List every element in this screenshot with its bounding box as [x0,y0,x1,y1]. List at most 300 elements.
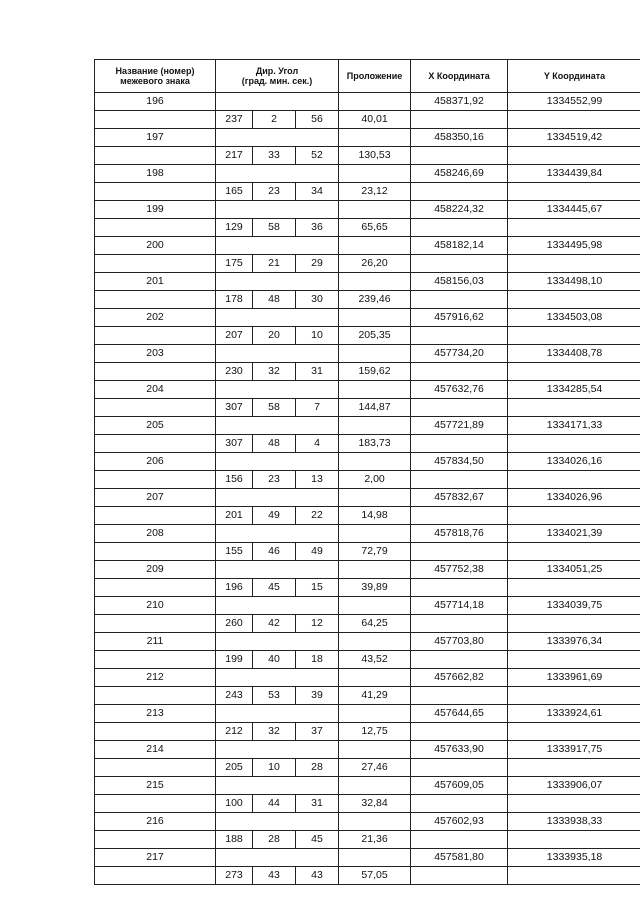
table-row-segment [95,651,640,669]
point-name-cell: 211 [95,633,216,651]
x-coordinate-cell [411,219,508,237]
x-coordinate-cell [411,579,508,597]
y-coordinate-cell: 1334051,25 [508,561,640,579]
angle-seconds-cell [296,417,339,435]
angle-minutes-cell [253,93,296,111]
table-row-segment [95,831,640,849]
point-name-cell [95,795,216,813]
angle-minutes-cell [253,849,296,867]
distance-cell: 144,87 [339,399,411,417]
angle-minutes-cell [253,129,296,147]
table-row-point [95,561,640,579]
angle-seconds-cell: 18 [296,651,339,669]
angle-seconds-cell [296,309,339,327]
angle-degrees-cell: 196 [216,579,253,597]
table-row-point [95,345,640,363]
x-coordinate-cell [411,831,508,849]
y-coordinate-cell [508,183,640,201]
distance-cell [339,633,411,651]
header-directional-angle: Дир. Угол (град. мин. сек.) [216,60,339,93]
header-x-coordinate: X Координата [411,60,508,93]
x-coordinate-cell [411,687,508,705]
angle-degrees-cell: 199 [216,651,253,669]
angle-degrees-cell [216,597,253,615]
angle-seconds-cell: 15 [296,579,339,597]
x-coordinate-cell [411,111,508,129]
angle-minutes-cell: 23 [253,471,296,489]
table-row-segment [95,219,640,237]
point-name-cell [95,219,216,237]
angle-seconds-cell: 28 [296,759,339,777]
point-name-cell: 214 [95,741,216,759]
y-coordinate-cell: 1334285,54 [508,381,640,399]
angle-minutes-cell [253,777,296,795]
angle-minutes-cell: 40 [253,651,296,669]
x-coordinate-cell: 458371,92 [411,93,508,111]
table-row-point [95,741,640,759]
table-row-point [95,417,640,435]
angle-seconds-cell: 12 [296,615,339,633]
distance-cell [339,381,411,399]
table-row-segment [95,687,640,705]
angle-seconds-cell [296,237,339,255]
point-name-cell: 213 [95,705,216,723]
angle-degrees-cell [216,453,253,471]
y-coordinate-cell: 1333924,61 [508,705,640,723]
angle-minutes-cell: 49 [253,507,296,525]
point-name-cell: 205 [95,417,216,435]
table-row-point [95,309,640,327]
point-name-cell [95,435,216,453]
angle-minutes-cell: 53 [253,687,296,705]
y-coordinate-cell [508,147,640,165]
y-coordinate-cell: 1333935,18 [508,849,640,867]
boundary-coordinates-table [94,59,640,885]
distance-cell [339,453,411,471]
angle-degrees-cell: 188 [216,831,253,849]
y-coordinate-cell: 1333976,34 [508,633,640,651]
distance-cell: 41,29 [339,687,411,705]
point-name-cell [95,147,216,165]
angle-seconds-cell: 30 [296,291,339,309]
angle-seconds-cell [296,165,339,183]
distance-cell [339,705,411,723]
angle-degrees-cell: 273 [216,867,253,885]
angle-seconds-cell [296,93,339,111]
point-name-cell: 215 [95,777,216,795]
y-coordinate-cell [508,723,640,741]
table-header-row [95,60,640,93]
angle-minutes-cell: 45 [253,579,296,597]
point-name-cell: 208 [95,525,216,543]
angle-minutes-cell [253,489,296,507]
angle-minutes-cell [253,273,296,291]
x-coordinate-cell: 457633,90 [411,741,508,759]
x-coordinate-cell: 457818,76 [411,525,508,543]
x-coordinate-cell [411,399,508,417]
y-coordinate-cell: 1334439,84 [508,165,640,183]
angle-seconds-cell: 7 [296,399,339,417]
angle-degrees-cell [216,417,253,435]
point-name-cell: 217 [95,849,216,867]
angle-degrees-cell: 129 [216,219,253,237]
y-coordinate-cell [508,399,640,417]
distance-cell: 26,20 [339,255,411,273]
angle-minutes-cell [253,201,296,219]
y-coordinate-cell [508,759,640,777]
table-row-point [95,669,640,687]
header-y-coordinate: Y Координата [508,60,640,93]
point-name-cell [95,687,216,705]
angle-minutes-cell [253,381,296,399]
table-row-segment [95,363,640,381]
x-coordinate-cell: 457609,05 [411,777,508,795]
point-name-cell [95,723,216,741]
table-row-point [95,453,640,471]
distance-cell: 21,36 [339,831,411,849]
x-coordinate-cell: 457602,93 [411,813,508,831]
table-row-segment [95,543,640,561]
table-row-point [95,525,640,543]
y-coordinate-cell: 1334039,75 [508,597,640,615]
angle-minutes-cell: 32 [253,723,296,741]
angle-degrees-cell [216,273,253,291]
angle-minutes-cell: 42 [253,615,296,633]
point-name-cell: 199 [95,201,216,219]
distance-cell [339,345,411,363]
angle-seconds-cell: 31 [296,795,339,813]
point-name-cell [95,543,216,561]
angle-minutes-cell: 33 [253,147,296,165]
table-row-segment [95,579,640,597]
y-coordinate-cell [508,507,640,525]
y-coordinate-cell [508,471,640,489]
x-coordinate-cell: 457644,65 [411,705,508,723]
angle-seconds-cell: 10 [296,327,339,345]
y-coordinate-cell [508,687,640,705]
table-row-point [95,165,640,183]
x-coordinate-cell: 457916,62 [411,309,508,327]
angle-seconds-cell [296,777,339,795]
y-coordinate-cell [508,111,640,129]
angle-seconds-cell [296,273,339,291]
angle-degrees-cell: 307 [216,435,253,453]
y-coordinate-cell [508,795,640,813]
table-row-point [95,129,640,147]
x-coordinate-cell [411,255,508,273]
distance-cell: 12,75 [339,723,411,741]
table-row-point [95,237,640,255]
angle-minutes-cell [253,417,296,435]
distance-cell [339,669,411,687]
distance-cell [339,489,411,507]
x-coordinate-cell [411,147,508,165]
table-row-point [95,849,640,867]
angle-degrees-cell: 217 [216,147,253,165]
table-row-segment [95,471,640,489]
x-coordinate-cell: 458246,69 [411,165,508,183]
table-row-segment [95,723,640,741]
angle-minutes-cell: 32 [253,363,296,381]
x-coordinate-cell: 457752,38 [411,561,508,579]
angle-degrees-cell: 207 [216,327,253,345]
angle-seconds-cell: 29 [296,255,339,273]
angle-seconds-cell [296,525,339,543]
point-name-cell [95,399,216,417]
table-row-segment [95,615,640,633]
distance-cell: 205,35 [339,327,411,345]
point-name-cell: 202 [95,309,216,327]
angle-seconds-cell: 13 [296,471,339,489]
angle-minutes-cell: 21 [253,255,296,273]
angle-degrees-cell [216,381,253,399]
angle-seconds-cell [296,345,339,363]
table-row-segment [95,291,640,309]
angle-minutes-cell [253,165,296,183]
table-row-segment [95,183,640,201]
distance-cell: 57,05 [339,867,411,885]
point-name-cell: 212 [95,669,216,687]
angle-minutes-cell: 23 [253,183,296,201]
x-coordinate-cell [411,543,508,561]
table-row-segment [95,255,640,273]
angle-minutes-cell: 44 [253,795,296,813]
x-coordinate-cell [411,327,508,345]
x-coordinate-cell [411,867,508,885]
angle-minutes-cell: 48 [253,291,296,309]
point-name-cell: 204 [95,381,216,399]
distance-cell: 43,52 [339,651,411,669]
angle-seconds-cell: 49 [296,543,339,561]
y-coordinate-cell: 1333938,33 [508,813,640,831]
x-coordinate-cell [411,291,508,309]
angle-seconds-cell: 56 [296,111,339,129]
table-row-segment [95,759,640,777]
distance-cell: 183,73 [339,435,411,453]
table-row-point [95,777,640,795]
angle-degrees-cell [216,309,253,327]
y-coordinate-cell [508,219,640,237]
y-coordinate-cell: 1334495,98 [508,237,640,255]
x-coordinate-cell: 457734,20 [411,345,508,363]
point-name-cell [95,579,216,597]
point-name-cell [95,867,216,885]
point-name-cell: 207 [95,489,216,507]
angle-degrees-cell [216,705,253,723]
angle-seconds-cell [296,705,339,723]
angle-minutes-cell [253,633,296,651]
table-row-segment [95,399,640,417]
angle-minutes-cell: 28 [253,831,296,849]
table-body [95,93,640,885]
point-name-cell: 197 [95,129,216,147]
point-name-cell: 201 [95,273,216,291]
angle-degrees-cell [216,165,253,183]
angle-minutes-cell [253,237,296,255]
distance-cell [339,273,411,291]
angle-seconds-cell: 36 [296,219,339,237]
y-coordinate-cell [508,255,640,273]
point-name-cell [95,183,216,201]
x-coordinate-cell: 457832,67 [411,489,508,507]
y-coordinate-cell: 1333961,69 [508,669,640,687]
x-coordinate-cell [411,363,508,381]
distance-cell [339,597,411,615]
angle-minutes-cell: 10 [253,759,296,777]
distance-cell [339,813,411,831]
angle-minutes-cell [253,705,296,723]
angle-seconds-cell: 45 [296,831,339,849]
x-coordinate-cell [411,471,508,489]
x-coordinate-cell: 458156,03 [411,273,508,291]
angle-seconds-cell: 22 [296,507,339,525]
table-row-segment [95,507,640,525]
x-coordinate-cell: 457581,80 [411,849,508,867]
y-coordinate-cell [508,363,640,381]
y-coordinate-cell: 1334021,39 [508,525,640,543]
header-distance: Проложение [339,60,411,93]
x-coordinate-cell [411,651,508,669]
point-name-cell [95,507,216,525]
angle-seconds-cell [296,741,339,759]
y-coordinate-cell: 1333917,75 [508,741,640,759]
angle-minutes-cell [253,669,296,687]
distance-cell [339,777,411,795]
header-boundary-mark-name: Название (номер) межевого знака [95,60,216,93]
table-row-segment [95,795,640,813]
angle-degrees-cell: 100 [216,795,253,813]
point-name-cell: 210 [95,597,216,615]
angle-seconds-cell [296,813,339,831]
y-coordinate-cell [508,543,640,561]
distance-cell: 40,01 [339,111,411,129]
distance-cell [339,525,411,543]
table-row-segment [95,435,640,453]
distance-cell [339,165,411,183]
x-coordinate-cell: 458350,16 [411,129,508,147]
angle-degrees-cell: 178 [216,291,253,309]
angle-minutes-cell: 58 [253,219,296,237]
distance-cell [339,129,411,147]
angle-minutes-cell [253,741,296,759]
y-coordinate-cell [508,615,640,633]
point-name-cell: 216 [95,813,216,831]
x-coordinate-cell [411,183,508,201]
angle-minutes-cell [253,309,296,327]
angle-degrees-cell [216,237,253,255]
table-row-segment [95,327,640,345]
angle-degrees-cell [216,93,253,111]
y-coordinate-cell [508,831,640,849]
distance-cell: 239,46 [339,291,411,309]
x-coordinate-cell [411,615,508,633]
point-name-cell: 209 [95,561,216,579]
x-coordinate-cell [411,795,508,813]
angle-seconds-cell: 37 [296,723,339,741]
angle-degrees-cell [216,813,253,831]
point-name-cell [95,651,216,669]
x-coordinate-cell [411,759,508,777]
angle-seconds-cell: 31 [296,363,339,381]
angle-degrees-cell [216,849,253,867]
point-name-cell [95,759,216,777]
x-coordinate-cell [411,723,508,741]
distance-cell: 130,53 [339,147,411,165]
x-coordinate-cell: 458224,32 [411,201,508,219]
angle-degrees-cell: 205 [216,759,253,777]
angle-seconds-cell: 34 [296,183,339,201]
x-coordinate-cell: 457662,82 [411,669,508,687]
angle-seconds-cell: 43 [296,867,339,885]
distance-cell [339,201,411,219]
table-row-point [95,705,640,723]
angle-degrees-cell: 201 [216,507,253,525]
table-row-segment [95,867,640,885]
distance-cell [339,237,411,255]
distance-cell: 14,98 [339,507,411,525]
angle-degrees-cell [216,633,253,651]
distance-cell [339,849,411,867]
distance-cell [339,741,411,759]
x-coordinate-cell: 457834,50 [411,453,508,471]
point-name-cell [95,111,216,129]
angle-minutes-cell: 46 [253,543,296,561]
angle-minutes-cell: 43 [253,867,296,885]
distance-cell: 2,00 [339,471,411,489]
point-name-cell: 196 [95,93,216,111]
angle-degrees-cell: 175 [216,255,253,273]
angle-minutes-cell: 58 [253,399,296,417]
point-name-cell [95,471,216,489]
angle-degrees-cell [216,561,253,579]
y-coordinate-cell [508,867,640,885]
angle-degrees-cell [216,345,253,363]
point-name-cell [95,363,216,381]
distance-cell [339,309,411,327]
angle-seconds-cell [296,597,339,615]
distance-cell: 72,79 [339,543,411,561]
distance-cell [339,93,411,111]
distance-cell: 65,65 [339,219,411,237]
y-coordinate-cell: 1334026,96 [508,489,640,507]
angle-degrees-cell [216,777,253,795]
y-coordinate-cell: 1334408,78 [508,345,640,363]
angle-seconds-cell [296,633,339,651]
angle-minutes-cell: 20 [253,327,296,345]
point-name-cell: 200 [95,237,216,255]
angle-minutes-cell: 48 [253,435,296,453]
distance-cell [339,561,411,579]
distance-cell: 64,25 [339,615,411,633]
table-row-point [95,381,640,399]
point-name-cell [95,255,216,273]
distance-cell: 159,62 [339,363,411,381]
y-coordinate-cell [508,291,640,309]
point-name-cell [95,291,216,309]
x-coordinate-cell: 457703,80 [411,633,508,651]
angle-seconds-cell [296,201,339,219]
table-row-point [95,597,640,615]
y-coordinate-cell: 1334171,33 [508,417,640,435]
point-name-cell [95,831,216,849]
y-coordinate-cell [508,435,640,453]
angle-minutes-cell [253,813,296,831]
angle-degrees-cell: 165 [216,183,253,201]
angle-minutes-cell [253,453,296,471]
angle-seconds-cell [296,561,339,579]
x-coordinate-cell: 457714,18 [411,597,508,615]
table-row-point [95,93,640,111]
